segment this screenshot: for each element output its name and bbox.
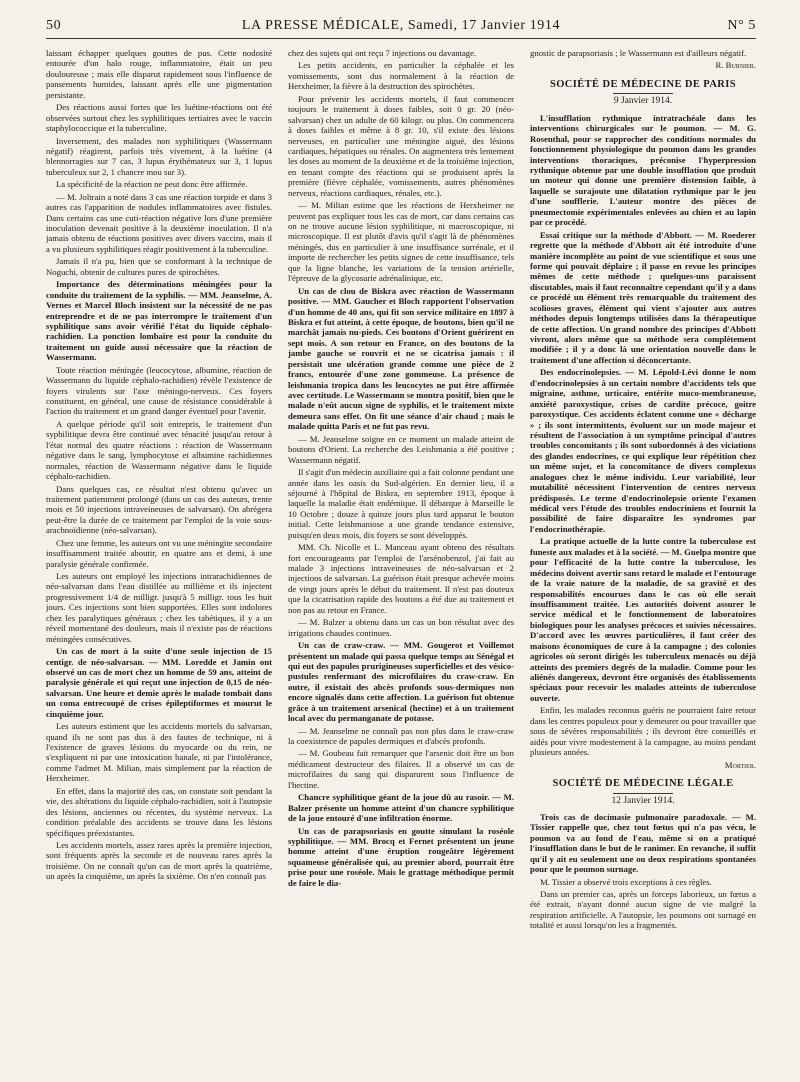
paragraph: — M. Balzer a obtenu dans un cas un bon résultat avec des irrigations chaudes continues.	[288, 617, 514, 638]
journal-title: LA PRESSE MÉDICALE, Samedi, 17 Janvier 1914	[241, 18, 561, 33]
section-heading-paragraph: La pratique actuelle de la lutte contre la tuberculose est funeste aux malades et à la société. — M. Guelpa montre que pour l'efficacité de la lutte contre la tuberculose, les médecins doivent avertir sans retard le malade et l'entourage de la vraie nature de la maladie, de sa gravité et des responsabilités encourues dans le cas où elle serait insuffisamment traitée. Les autorités doivent assurer le service médical et le fonctionnement de laboratoires biologiques pour les analyses précoces et suivies nécessaires. D'accord avec les œuvres particulières, il faut créer des maisons économiques de cure à la campagne ; des colonies agricoles où seront dirigés les tuberculeux menacés ou déjà atteints des premiers degrés de la maladie. Comme pour les aliénés dangereux, devront être organisés des établissements spéciaux pour recevoir les malades atteints de tuberculose ouverte.	[530, 536, 756, 703]
column-1	[46, 48, 272, 1074]
paragraph: M. Tissier a observé trois exceptions à ces règles.	[540, 876, 712, 887]
divider	[613, 793, 673, 794]
section-heading-paragraph: Chancre syphilitique géant de la joue dû au rasoir. — M. Balzer présente un homme atteint d'un chancre syphilitique de la joue entouré d'une infiltration énorme.	[288, 792, 514, 824]
paragraph: gnostic de parapsoriasis ; le Wassermann est d'ailleurs négatif.	[530, 48, 747, 58]
divider	[613, 93, 673, 94]
paragraph: Les petits accidents, en particulier la céphalée et les vomissements, sont dus normalement à la réaction de Herxheimer, la fièvre à la destruction des spirochètes.	[288, 60, 514, 92]
paragraph: Des réactions aussi fortes que les luétine-réactions ont été observées surtout chez les syphilitiques tertiaires avec le vaccin staphylococcique et la tuberculine.	[46, 102, 272, 134]
paragraph: Les auteurs estiment que les accidents mortels du salvarsan, quand ils ne sont pas dus à des fautes de technique, ni à l'existence de graves lésions du myocarde ou du rein, ne s'expliquent ni par une intoxication banale, ni par l'intolérance, comme l'admet M. Milian, mais simplement par la réaction de Herxheimer.	[46, 721, 272, 784]
paragraph: Inversement, des malades non syphilitiques (Wassermann négatif) réagirent, parfois très vivement, à la luétine (4 blennorragies sur 7 cas, 3 lupus érythémateux sur 3, 1 lupus tuberculeux sur 2, 1 chancre mou sur 3).	[46, 135, 272, 177]
paragraph: Il s'agit d'un médecin auxiliaire qui a fait colonne pendant une année dans les oasis du Sud-algérien. En dernier lieu, il a séjourné à l'hôpital de Biskra, en septembre 1913, époque à laquelle la maladie était endémique. Il débarque à Marseille le 10 Octobre ; douze à quinze jours plus tard apparut le bouton initial. Cette leishmaniose a une grande tendance extensive, puisqu'en deux mois, dix foyers se sont développés.	[288, 467, 514, 540]
page-header	[46, 18, 756, 39]
paragraph: laissant échapper quelques gouttes de pus. Cette nodosité entourée d'un halo rouge, inflammatoire, était un peu douloureuse ; mais elle disparut rapidement sous l'influence de pansements humides, laissant après elle une pigmentation persistante.	[46, 48, 272, 100]
section-heading-paragraph: Un cas de parapsoriasis en goutte simulant la roséole syphilitique. — MM. Brocq et Fernet présentent un jeune homme atteint d'une éruption rougeâtre légèrement squameuse généralisée qui, au premier abord, pourrait être prise pour une roséole. Mais le grattage méthodique permit de faire le dia-	[288, 825, 514, 888]
section-heading-paragraph: Un cas de craw-craw. — MM. Gougerot et Voillemot présentent un malade qui passa quelque temps au Sénégal et qui eut des papules prurigineuses superficielles et des vésico-pustules renfermant des microfilaires du craw-craw. En outre, il existait des abcès profonds sous-dermiques non encore signalés dans cette affection. La guérison fut obtenue grâce à un traitement arsenical (hectine) et à un traitement local avec du permanganate de potasse.	[288, 640, 514, 724]
paragraph: Chez une femme, les auteurs ont vu une méningite secondaire insuffisamment traitée aboutir, en quatre ans et demi, à une paralysie générale confirmée.	[46, 537, 272, 569]
paragraph: — M. Goubeau fait remarquer que l'arsenic doit être un bon médicament destructeur des filaires. Il a observé un cas de microfilaires du sang qui disparurent sous l'influence de l'hectine.	[288, 748, 514, 790]
section-heading-paragraph: L'insufflation rythmique intratrachéale dans les interventions chirurgicales sur le poumon. — M. G. Rosenthal, pour se rapprocher des conditions normales du fonctionnement physiologique du poumon dans les grandes interventions thoraciques, préconise l'hyperpression rythmique obtenue par une double insufflation que produit un moteur qui donne une première distension faible, à laquelle se surajoute une dilatation rythmique par le jeu d'une soufflerie. L'auteur montre des pièces de pneumectomie expérimentales enlevées au chien et au lapin par ce procédé.	[530, 112, 756, 228]
paragraph: La spécificité de la réaction ne peut donc être affirmée.	[56, 179, 248, 190]
paragraph: Pour prévenir les accidents mortels, il faut commencer toujours le traitement à doses faibles, soit 0 gr. 20 (néo-salvarsan) chez un adulte de 60 kilogr. ou plus. On commencera à doses faibles et même à 8 gr. 10, s'il existe des lésions nerveuses, en particulier une méningite aiguë, des lésions cardiaques, hépatiques ou rénales. On augmentera très lentement les doses au moment de la deuxième et de la troisième injection, en tenant compte des réactions qui se produisent après la première (fièvre céphalée, vomissements, autres phénomènes nerveux, réactions cardiaques, rénales, etc.).	[288, 93, 514, 198]
paragraph: — M. Joltrain a noté dans 3 cas une réaction torpide et dans 3 autres cas l'apparition de nodules inflammatoires avec fistules. Dans certains cas une cuti-réaction négative lors d'une première inoculation devenait positive à la deuxième inoculation. Il n'a jamais obtenu de réactions positives avec divers vaccins, mais il a vu plusieurs syphilitiques réagir positivement à la tuberculine.	[46, 191, 272, 254]
paragraph: — M. Jeanselme ne connaît pas non plus dans le craw-craw la coexistence de papules dermiques et d'abcès profonds.	[288, 725, 514, 746]
paragraph: Jamais il n'a pu, bien que se conformant à la technique de Noguchi, obtenir de cultures pures de spirochètes.	[46, 256, 272, 277]
paragraph: Dans un premier cas, après un forceps laborieux, un fœtus a été extrait, n'ayant donné aucun signe de vie malgré la respiration artificielle. A l'autopsie, les poumons ont surnagé en totalité et aussi lorsqu'on les a fragmentés.	[530, 889, 756, 931]
issue-number: N° 5	[727, 18, 756, 33]
article-columns	[46, 48, 756, 1074]
section-heading-paragraph: Un cas de mort à la suite d'une seule injection de 15 centigr. de néo-salvarsan. — MM. Loredde et Jamin ont observé un cas de mort chez un homme de 59 ans, atteint de paralysie générale et qui reçut une injection de 0,15 de néo-salvarsan. Une heure et demie après le malade tombait dans un coma entrecoupé de crises épileptiformes et mourut le cinquième jour.	[46, 646, 272, 719]
paragraph: — M. Jeanselme soigne en ce moment un malade atteint de boutons d'Orient. La recherche des Leishmania a été positive ; Wassermann négatif.	[288, 433, 514, 465]
section-heading-paragraph: Essai critique sur la méthode d'Abbott. — M. Roederer regrette que la méthode d'Abbott ait été introduite d'une manière incomplète au point de vue scientifique et sous une forme qui pouvait déplaire ; il passe en revue les principes mêmes de cette méthode ; quelques-uns paraissent discutables, mais il faut reconnaître cependant qu'il y a dans ce procédé un élément très remarquable du traitement des scolioses graves, élément qui vient s'ajouter aux autres méthodes depuis longtemps utilisées dans la thérapeutique de cette affection. Un grand nombre des principes d'Abbott vivront, alors même que sa méthode sera complètement modifiée ; il y a donc là une orientation nouvelle dans le traitement d'une affection si déconcertante.	[530, 229, 756, 365]
paragraph: En effet, dans la majorité des cas, on constate soit pendant la vie, des altérations du liquide céphalo-rachidien, soit à l'autopsie des lésions, anciennes ou récentes, du système nerveux. La condition préalable des accidents se trouve dans les lésions spécifiques préexistantes.	[46, 785, 272, 838]
paragraph: chez des sujets qui ont reçu 7 injections ou davantage.	[288, 48, 477, 58]
paragraph: — M. Milian estime que les réactions de Herxheimer ne peuvent pas expliquer tous les cas de mort, car dans certains cas on ne trouve aucune lésion syphilitique, ni macroscopique, ni microscopique. Il est plutôt d'avis qu'il s'agit là de phénomènes méningés, dus en particulier à une insuffisance surrénale, et il importe de rechercher les petits signes de cette insuffisance, tels que la ligne blanche, les variations de la tension artérielle, l'épreuve de la glycosurie adrénalinique, etc.	[288, 200, 514, 284]
session-date: 12 Janvier 1914.	[611, 795, 675, 806]
paragraph: MM. Ch. Nicolle et L. Manceau ayant obtenu des résultats fort encourageants par l'emploi de l'arsénobenzol, j'ai fait au malade 3 injections intraveineuses de néo-salvarsan et 2 injections de salvarsan. La guérison était presque achevée moins de vingt jours après le début du traitement. Il n'est pas douteux que la cicatrisation rapide des boutons a été due au traitement et non pas au retour en France.	[288, 542, 514, 615]
society-heading: SOCIÉTÉ DE MÉDECINE LÉGALE	[552, 777, 734, 789]
section-heading-paragraph: Importance des déterminations méningées pour la conduite du traitement de la syphilis. — MM. Jeanselme, A. Vernes et Marcel Bloch insistent sur la nécessité de ne pas entreprendre et de ne pas interrompre le traitement d'un syphilitique sans avoir vérifié l'état du liquide céphalo-rachidien. La ponction lombaire est pour la conduite du traitement un guide aussi nécessaire que la réaction de Wassermann.	[46, 279, 272, 363]
session-date: 9 Janvier 1914.	[613, 96, 673, 107]
section-heading-paragraph: Un cas de clou de Biskra avec réaction de Wassermann positive. — MM. Gaucher et Bloch rapportent l'observation d'un homme de 40 ans, qui fit son service militaire en 1897 à Biskra et fut atteint, à cette époque, de boutons, bien qu'il ne marchât jamais nu-pieds. Ces boutons d'Orient guérirent en sept mois. A son retour en France, on des boutons de la jambe gauche se rouvrit et ne se cicatrisa jamais : il persistait une ulcération grande comme une pièce de 2 francs, entourée d'une zone gommeuse. La présence de leishmania tropica dans les leucocytes ne put être affirmée avec certitude. Le Wassermann se montra positif, bien que le malade n'eût aucun signe de syphilis, et le traitement mixte demeura sans effet. On fit une séance d'air chaud ; mais le malade quitta Paris et ne fut pas revu.	[288, 285, 514, 432]
paragraph: Dans quelques cas, ce résultat n'est obtenu qu'avec un traitement patiemment prolongé (dans un cas des auteurs, trente mois et 50 injections intraveineuses de salvarsan). On abrégera peut-être la durée de ce traitement par l'emploi de la voie sous-arachnoïdienne (néo-salvarsan).	[46, 483, 272, 536]
column-3	[530, 48, 756, 1074]
paragraph: Toute réaction méningée (leucocytose, albumine, réaction de Wassermann du liquide céphalo-rachidien) révèle l'existence de foyers virulents sur l'axe méningo-nerveux. Ces foyers constituent, en général, une cause de résistance considérable à l'action du traitement et un grand danger éventuel pour l'avenir.	[46, 364, 272, 417]
paragraph: Les auteurs ont employé les injections intrarachidiennes de néo-salvarsan dans l'eau distillée au millième et ils injectent progressivement 1/4 de milligr. jusqu'à 5 milligr. tous les huit jours. Ces injections sont bien supportées. Elles sont indolores chez les paralytiques généraux ; chez les tabétiques, il y a un réveil momentané des douleurs, mais il n'existe pas de réactions méningées consécutives.	[46, 571, 272, 644]
page-number: 50	[46, 18, 62, 33]
society-heading: SOCIÉTÉ DE MÉDECINE DE PARIS	[549, 78, 737, 90]
section-heading-paragraph: Des endocrinolepsies. — M. Lépold-Lévi donne le nom d'endocrinolepsies à un certain nombre d'accidents tels que migraine, asthme, urticaire, entérite muco-membraneuse, anxiété paroxystique, crises de cardite précoce, goitre paroxystique. Ces accidents éclatent comme une « décharge » ; ils sont intermittents, évoluent sur un mode majeur et résultent de l'association à un symptôme principal d'autres troubles concomitants ; ils sont subordonnés à des viciations des glandes endocrines, ce qui explique leur répétition chez un même sujet, et la concomitance de divers complexus analogues chez le même individu. Leur variabilité, leur mutabilité nécessitent l'intervention de centres nerveux prédisposés. Le terme d'endocrinolepsie oriente l'examen médical vers l'étude des troubles endocriniens et fournit la possibilité de faire disparaître les syndromes par l'endocrinothérapie.	[530, 367, 756, 534]
author-signature: R. Burnier.	[715, 60, 756, 71]
paragraph: Les accidents mortels, assez rares après la première injection, sont fréquents après la seconde et de nouveau rares après la troisième. On ne connaît qu'un cas de mort après la quatrième, un après la cinquième, un après la sixième. On n'en connaît pas	[46, 839, 272, 882]
author-signature: Mortier.	[724, 759, 756, 770]
section-heading-paragraph: Trois cas de docimasie pulmonaire paradoxale. — M. Tissier rappelle que, chez tout fœtus qui n'a pas vécu, le poumon va au fond de l'eau, même si on a pratiqué l'insufflation dans le but de le ranimer. En revanche, il suffit qu'il y ait eu seulement une ou deux respirations spontanées pour que le poumon surnage.	[530, 811, 756, 875]
column-2	[288, 48, 514, 1074]
paragraph: A quelque période qu'il soit entrepris, le traitement d'un syphilitique devra être continué avec ténacité jusqu'au retour à l'état normal des quatre réactions : réaction de Wassermann négative dans le sang, lymphocytose et albumine rachidiennes normales, réaction de Wassermann négative dans le liquide céphalo-rachidien.	[46, 418, 272, 482]
paragraph: Enfin, les malades reconnus guéris ne pourraient faire retour dans les centres populeux pour y demeurer ou pour travailler que sous de sévères responsabilités ; ils devront être conseillés et aidés pour vivre modestement à la campagne, au moins pendant plusieurs années.	[530, 705, 756, 758]
